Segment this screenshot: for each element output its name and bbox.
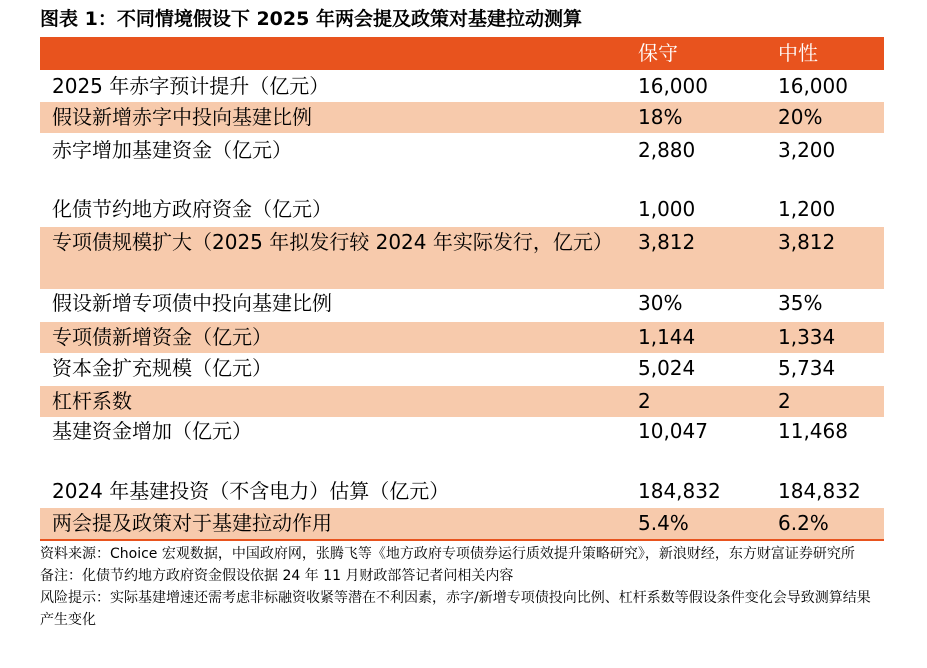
table-row: [40, 477, 884, 507]
table-row: [40, 386, 884, 417]
row-label: 假设新增专项债中投向基建比例: [52, 291, 332, 315]
row-value-conservative: 3,812: [638, 230, 696, 254]
table-row: [40, 102, 884, 133]
row-label: 2025 年赤字预计提升（亿元）: [52, 74, 330, 98]
row-value-conservative: 5.4%: [638, 511, 689, 535]
row-value-conservative: 2,880: [638, 138, 696, 162]
row-label: 专项债新增资金（亿元）: [52, 325, 272, 349]
row-value-conservative: 10,047: [638, 419, 708, 443]
table-row: [40, 417, 884, 447]
source-note: 资料来源：Choice 宏观数据，中国政府网，张腾飞等《地方政府专项债券运行质效提升策略研究》，新浪财经，东方财富证券研究所: [40, 546, 855, 562]
row-label: 资本金扩充规模（亿元）: [52, 356, 272, 380]
risk-note: 风险提示：实际基建增速还需考虑非标融资收紧等潜在不利因素，赤字/新增专项债投向比例、杠杆系数等假设条件变化会导致测算结果产生变化: [40, 590, 871, 628]
row-label: 两会提及政策对于基建拉动作用: [52, 511, 332, 535]
table-row: [40, 289, 884, 319]
row-value-conservative: 30%: [638, 291, 683, 315]
row-value-neutral: 35%: [778, 291, 823, 315]
table-row: [40, 195, 884, 225]
table-row: [40, 322, 884, 353]
table-row: [40, 354, 884, 384]
row-value-neutral: 11,468: [778, 419, 848, 443]
table-row: [40, 72, 884, 101]
row-value-conservative: 2: [638, 389, 651, 413]
row-value-neutral: 184,832: [778, 479, 861, 503]
column-header-neutral: 中性: [778, 41, 818, 65]
row-label: 基建资金增加（亿元）: [52, 419, 252, 443]
row-value-conservative: 5,024: [638, 356, 696, 380]
row-label: 专项债规模扩大（2025 年拟发行较 2024 年实际发行，亿元）: [52, 230, 613, 254]
column-header-conservative: 保守: [638, 41, 678, 65]
remark-note: 备注：化债节约地方政府资金假设依据 24 年 11 月财政部答记者问相关内容: [40, 568, 514, 584]
table-row: [40, 227, 884, 289]
row-value-conservative: 1,000: [638, 197, 696, 221]
row-value-neutral: 1,200: [778, 197, 836, 221]
row-value-neutral: 1,334: [778, 325, 836, 349]
row-value-conservative: 1,144: [638, 325, 696, 349]
row-label: 化债节约地方政府资金（亿元）: [52, 197, 332, 221]
row-label: 2024 年基建投资（不含电力）估算（亿元）: [52, 479, 450, 503]
row-value-conservative: 184,832: [638, 479, 721, 503]
row-label: 假设新增赤字中投向基建比例: [52, 105, 312, 129]
row-value-neutral: 5,734: [778, 356, 836, 380]
row-value-neutral: 16,000: [778, 74, 848, 98]
row-value-neutral: 2: [778, 389, 791, 413]
table-notes: [40, 543, 884, 631]
table-row: [40, 136, 884, 166]
row-label: 杠杆系数: [52, 389, 132, 413]
table-header: [40, 37, 884, 70]
table-row: [40, 508, 884, 539]
table-bottom-rule: [40, 539, 884, 541]
page-title: 图表 1：不同情境假设下 2025 年两会提及政策对基建拉动测算: [40, 8, 582, 30]
row-value-conservative: 16,000: [638, 74, 708, 98]
row-value-conservative: 18%: [638, 105, 683, 129]
row-label: 赤字增加基建资金（亿元）: [52, 138, 292, 162]
row-value-neutral: 6.2%: [778, 511, 829, 535]
row-value-neutral: 20%: [778, 105, 823, 129]
row-value-neutral: 3,812: [778, 230, 836, 254]
row-value-neutral: 3,200: [778, 138, 836, 162]
